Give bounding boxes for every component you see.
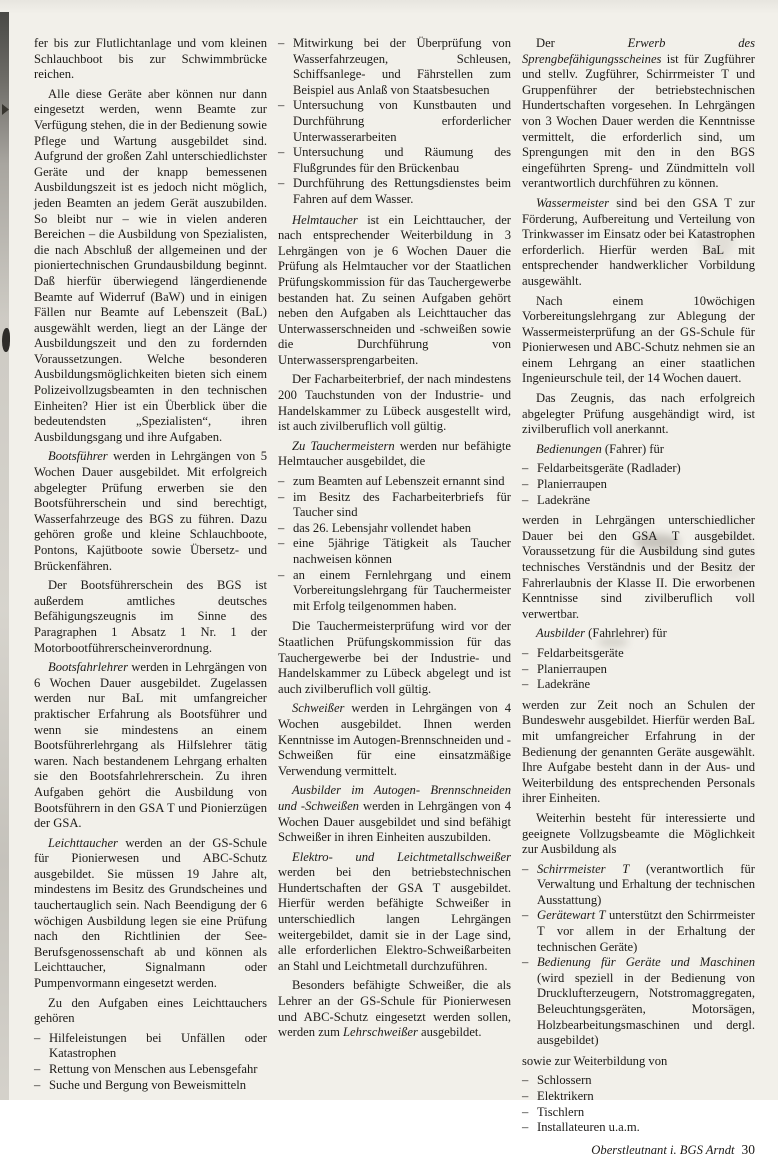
list-item-lead: Gerätewart T xyxy=(537,908,606,923)
paragraph-text: werden in Lehrgängen von 5 Wochen Dauer ausgebildet. Mit erfolgreich abgelegter Prüfung erwerben sie den Bootsführerschein und sind berechtigt, Wasserfahrzeuge des BGS zu führen. Dazu gehören große und kleine Schlauchboote, Pontons, Kajütboote sowie Übersetz- und Brückenfähren. xyxy=(34,449,267,573)
list-item: – Mitwirkung bei der Überprüfung von Wasserfahrzeugen, Schleusen, Schiffsanlege- und Fährstellen zum Beispiel aus Anlaß von Staatsbesuchen xyxy=(278,36,511,98)
paragraph-text: Der Facharbeiterbrief, der nach mindestens 200 Tauchstunden von der Industrie- und Handelskammer zu Lübeck ausgestellt wird, ist auch zivilberuflich voll gültig. xyxy=(278,372,511,434)
paragraph xyxy=(34,449,267,574)
list-item xyxy=(522,862,755,909)
bullet-list xyxy=(522,461,755,508)
paragraph-lead: Erwerb des Sprengbefähigungsscheines xyxy=(522,36,755,66)
paragraph-text: Zu den Aufgaben eines Leichttauchers gehören xyxy=(34,995,267,1026)
list-item-lead: Schirrmeister T xyxy=(537,861,630,876)
bullet-list xyxy=(522,646,755,693)
paragraph xyxy=(522,36,755,192)
paragraph-text: Besonders befähigte Schweißer, die als Lehrer an der GS-Schule für Pionierwesen und ABC-Schutz eingesetzt werden sollen, werden zum xyxy=(278,978,511,1040)
paragraph-text: werden in Lehrgängen von 6 Wochen Dauer ausgebildet. Zugelassen werden nur BaL mit umfangreicher praktischer Erfahrung als Bootsführer und wenn sie mindestens an einem Bootsführerlehrgang als Hilfslehrer tätig waren. Nach bestandenem Lehrgang erhalten sie den Bootsfahrlehrerschein. Zu ihren Aufgaben gehört die Ausbildung von Bootsführern in den GSA T und Pionierzügen der GSA. xyxy=(34,660,267,831)
list-item: – Rettung von Menschen aus Lebensgefahr xyxy=(34,1062,267,1078)
paragraph xyxy=(522,1054,755,1070)
page-number: 30 xyxy=(741,1141,755,1157)
paragraph-text: werden an der GS-Schule für Pionierwesen und ABC-Schutz ausgebildet. Sie müssen 19 Jahre alt, mindestens im Besitz des Grundscheines und tauchertauglich sein. Nach Beendigung der 6 wöchigen Ausbildung legen sie eine Prüfung nach den Richtlinien der See-Berufsgenossenschaft ab und können als Leichttaucher, Signalmann oder Pumpenvormann eingesetzt werden. xyxy=(34,835,267,991)
paragraph-lead: Bootsführer xyxy=(48,449,108,464)
text-column-1 xyxy=(34,36,267,1158)
list-item-text: (wird speziell in der Bedienung von Drucklufterzeugern, Notstromaggregaten, Beleuchtungsgeräten, Motorsägen, Holzbearbeitungsmaschinen und dergl. ausgebildet) xyxy=(537,970,755,1048)
paragraph xyxy=(34,660,267,832)
paragraph-text: sowie zur Weiterbildung von xyxy=(522,1053,668,1068)
list-item: – das 26. Lebensjahr vollendet haben xyxy=(278,521,511,537)
paragraph-text: ist ein Leichttaucher, der nach entsprechender Weiterbildung in 3 Lehrgängen von je 6 Wochen Dauer die Prüfung als Helmtaucher vor der Staatlichen Prüfungskommission für das Tauchergewerbe bestanden hat. Zu seinen Aufgaben gehört neben den Aufgaben als Leichttaucher das Unterwasserschneiden und -schweißen sowie die Durchführung von Unterwassersprengarbeiten. xyxy=(278,212,511,367)
paragraph-text: Das Zeugnis, das nach erfolgreich abgelegter Prüfung ausgehändigt wird, ist zivilberuflich voll anerkannt. xyxy=(522,391,755,437)
paragraph-lead: Ausbilder xyxy=(536,626,585,641)
paragraph xyxy=(278,701,511,779)
paragraph-text: ausgebildet. xyxy=(417,1025,482,1040)
bullet-list xyxy=(278,474,511,614)
paragraph-text: Der Bootsführerschein des BGS ist außerdem amtliches deutsches Befähigungszeugnis im Sinne des Paragraphen 1 Absatz 1 Nr. 1 der Motorbootführerscheinverordnung. xyxy=(34,578,267,655)
paragraph xyxy=(34,836,267,992)
paragraph-text: Weiterhin besteht für interessierte und geeignete Vollzugsbeamte die Möglichkeit zur Ausbildung als xyxy=(522,810,755,857)
list-item: – Elektrikern xyxy=(522,1089,755,1105)
list-item: – Suche und Bergung von Beweismitteln xyxy=(34,1078,267,1094)
paragraph-text: werden in Lehrgängen von 4 Wochen ausgebildet. Ihnen werden Kenntnisse im Autogen-Brennschneiden und -Schweißen für eine einsatzmäßige Verwendung vermittelt. xyxy=(278,701,511,778)
list-item: – Schlossern xyxy=(522,1073,755,1089)
list-item: – Hilfeleistungen bei Unfällen oder Katastrophen xyxy=(34,1031,267,1062)
paragraph xyxy=(278,619,511,697)
list-item: – Untersuchung von Kunstbauten und Durchführung erforderlicher Unterwasserarbeiten xyxy=(278,98,511,145)
list-item: – Ladekräne xyxy=(522,677,755,693)
list-item xyxy=(522,955,755,1049)
paragraph xyxy=(278,213,511,369)
paragraph xyxy=(278,850,511,975)
author-signature-line xyxy=(522,1142,755,1158)
paragraph xyxy=(522,442,755,458)
paragraph xyxy=(522,698,755,807)
paragraph xyxy=(34,996,267,1027)
paragraph-lead: Elektro- und Leichtmetallschweißer xyxy=(292,849,511,864)
paragraph-text: sind bei den GSA T zur Förderung, Aufbereitung und Verteilung von Trinkwasser im Einsatz oder bei Katastrophen erforderlich. Hierfür werden BaL mit entsprechender handwerklicher Vorbildung ausgewählt. xyxy=(522,195,755,288)
paragraph xyxy=(522,626,755,642)
text-column-2 xyxy=(278,36,511,1158)
article-body xyxy=(34,36,755,1158)
list-item-lead: Bedienung für Geräte und Maschinen xyxy=(537,955,755,970)
bullet-list xyxy=(522,1073,755,1135)
list-item: – Planierraupen xyxy=(522,662,755,678)
paragraph-lead: Schweißer xyxy=(292,701,345,716)
paragraph xyxy=(522,811,755,858)
paragraph-lead: Wassermeister xyxy=(536,195,609,210)
list-item: – Durchführung des Rettungsdienstes beim Fahren auf dem Wasser. xyxy=(278,176,511,207)
author-signature: Oberstleutnant i. BGS Arndt xyxy=(591,1142,735,1157)
list-item: – zum Beamten auf Lebenszeit ernannt sind xyxy=(278,474,511,490)
paragraph-text: werden bei den betriebstechnischen Hundertschaften der GSA T ausgebildet. Hierfür werden befähigte Schweißer in unterschiedlich langen Lehrgängen weitergebildet, damit sie in der Lage sind, alle erforderlichen Elektro-Schweißarbeiten an Stahl und Leichtmetall durchzuführen. xyxy=(278,865,511,973)
paragraph xyxy=(278,372,511,434)
paragraph xyxy=(522,391,755,438)
paragraph-text: Der xyxy=(536,36,628,50)
paragraph-lead: Helmtaucher xyxy=(292,212,358,227)
paragraph-text: werden in Lehrgängen von 4 Wochen Dauer ausgebildet und sind befähigt Schweißer in ihren Einheiten auszubilden. xyxy=(278,798,512,845)
paragraph xyxy=(278,439,511,470)
paragraph-text: Die Tauchermeisterprüfung wird vor der Staatlichen Prüfungskommission für das Tauchergewerbe bei der Industrie- und Handelskammer zu Lübeck abgelegt und ist auch zivilberuflich voll gültig. xyxy=(278,619,511,696)
scan-artifact-blot xyxy=(2,328,10,352)
paragraph xyxy=(34,36,267,83)
paragraph-text: (Fahrer) für xyxy=(601,441,664,456)
list-item: – Untersuchung und Räumung des Flußgrundes für den Brückenbau xyxy=(278,145,511,176)
paragraph xyxy=(522,294,755,388)
paragraph-text: werden in Lehrgängen unterschiedlicher Dauer bei den GSA T ausgebildet. Voraussetzung für die Ausbildung sind gutes technisches Verständnis und der Besitz der Fahrerlaubnis der Klasse II. Die erworbenen Kenntnisse sind zivilberuflich voll verwertbar. xyxy=(522,513,755,621)
list-item: – Planierraupen xyxy=(522,477,755,493)
paragraph xyxy=(522,513,755,622)
paragraph-text: werden zur Zeit noch an Schulen der Bundeswehr ausgebildet. Hierfür werden BaL mit umfangreicher Erfahrung in der Bedienung der genannten Geräte ausgewählt. Ihre Aufgabe besteht dann in der Aus- und Weiterbildung des entsprechenden Personals ihrer Einheiten. xyxy=(522,697,755,806)
paragraph xyxy=(278,978,511,1040)
list-item: – an einem Fernlehrgang und einem Vorbereitungslehrgang für Tauchermeister mit Erfolg teilgenommen haben. xyxy=(278,568,511,615)
list-item: – Tischlern xyxy=(522,1105,755,1121)
list-item: – Installateuren u.a.m. xyxy=(522,1120,755,1136)
list-item: – Feldarbeitsgeräte (Radlader) xyxy=(522,461,755,477)
paragraph-text: fer bis zur Flutlichtanlage und vom kleinen Schlauchboot bis zur Schwimmbrücke reichen. xyxy=(34,36,267,82)
paragraph-lead: Leichttaucher xyxy=(48,835,118,850)
paragraph-text: ist für Zugführer und stellv. Zugführer, Schirrmeister T und Gruppenführer der betriebstechnischen Hundertschaften vorgesehen. In Lehrgängen von 3 Wochen Dauer werden die Kenntnisse vermittelt, die erforderlich sind, um Sprengungen mit den in den BGS eingeführten Spreng- und Zündmitteln voll verantwortlich durchführen zu können. xyxy=(522,51,755,191)
paragraph-lead: Bootsfahrlehrer xyxy=(48,660,128,675)
list-item: – im Besitz des Facharbeiterbriefs für Taucher sind xyxy=(278,490,511,521)
paragraph-emphasis: Lehrschweißer xyxy=(343,1025,418,1040)
list-item: – eine 5jährige Tätigkeit als Taucher nachweisen können xyxy=(278,536,511,567)
bullet-list xyxy=(522,862,755,1049)
bullet-list xyxy=(278,36,511,208)
scan-edge-left xyxy=(0,12,9,1100)
list-item xyxy=(522,908,755,955)
paragraph-lead: Ausbilder im Autogen- Brennschneiden und -Schweißen xyxy=(278,783,511,813)
paragraph-lead: Zu Tauchermeistern xyxy=(292,438,395,453)
paragraph-text: werden nur befähigte Helmtaucher ausgebildet, die xyxy=(278,438,512,469)
list-item-text: unterstützt den Schirrmeister T vor allem in der Erhaltung der technischen Geräte) xyxy=(537,908,755,954)
paragraph-text: Nach einem 10wöchigen Vorbereitungslehrgang zur Ablegung der Wassermeisterprüfung an der GS-Schule für Pionierwesen und ABC-Schutz nehmen sie an einem Lehrgang an einer staatlichen Ingenieurschule teil, der 14 Wochen dauert. xyxy=(522,293,755,386)
paragraph-text: Alle diese Geräte aber können nur dann eingesetzt werden, wenn Beamte zur Verfügung stehen, die in der Bedienung sowie Pflege und Wartung ausgebildet sind. Aufgrund der großen Zahl unterschiedlichster Geräte und der knapp bemessenen Ausbildungszeit ist es jedoch nicht möglich, jeden Beamten an jedem Gerät auszubilden. So bleibt nur – wie in vielen anderen Bereichen – die Ausbildung von Spezialisten, die nach Abschluß der allgemeinen und der pioniertechnischen Grundausbildung beginnt. Daß hierfür überwiegend längerdienende Beamte auf Widerruf (BaW) und in einigen Fällen nur Beamte auf Lebenszeit (BaL) ausgewählt werden, liegt an der Länge der Ausbildungszeit und den zu fordernden Voraussetzungen. Welche besonderen Ausbildungsmöglichkeiten bieten sich einem Polizeivollzugsbeamten in den technischen Einheiten? Hier ist ein Überblick über die bedeutendsten „Spezialisten“, ihren Ausbildungsgang und ihre Aufgaben. xyxy=(34,86,267,444)
paragraph-text: (Fahrlehrer) für xyxy=(584,626,667,641)
paragraph xyxy=(522,196,755,290)
list-item: – Ladekräne xyxy=(522,493,755,509)
paragraph xyxy=(34,578,267,656)
paragraph xyxy=(278,783,511,845)
list-item-text: (verantwortlich für Verwaltung und Erhaltung der technischen Ausstattung) xyxy=(537,861,755,907)
paragraph xyxy=(34,87,267,446)
list-item: – Feldarbeitsgeräte xyxy=(522,646,755,662)
text-column-3 xyxy=(522,36,755,1158)
bullet-list xyxy=(34,1031,267,1093)
scan-edge-top xyxy=(0,0,778,14)
paragraph-lead: Bedienungen xyxy=(536,441,602,456)
